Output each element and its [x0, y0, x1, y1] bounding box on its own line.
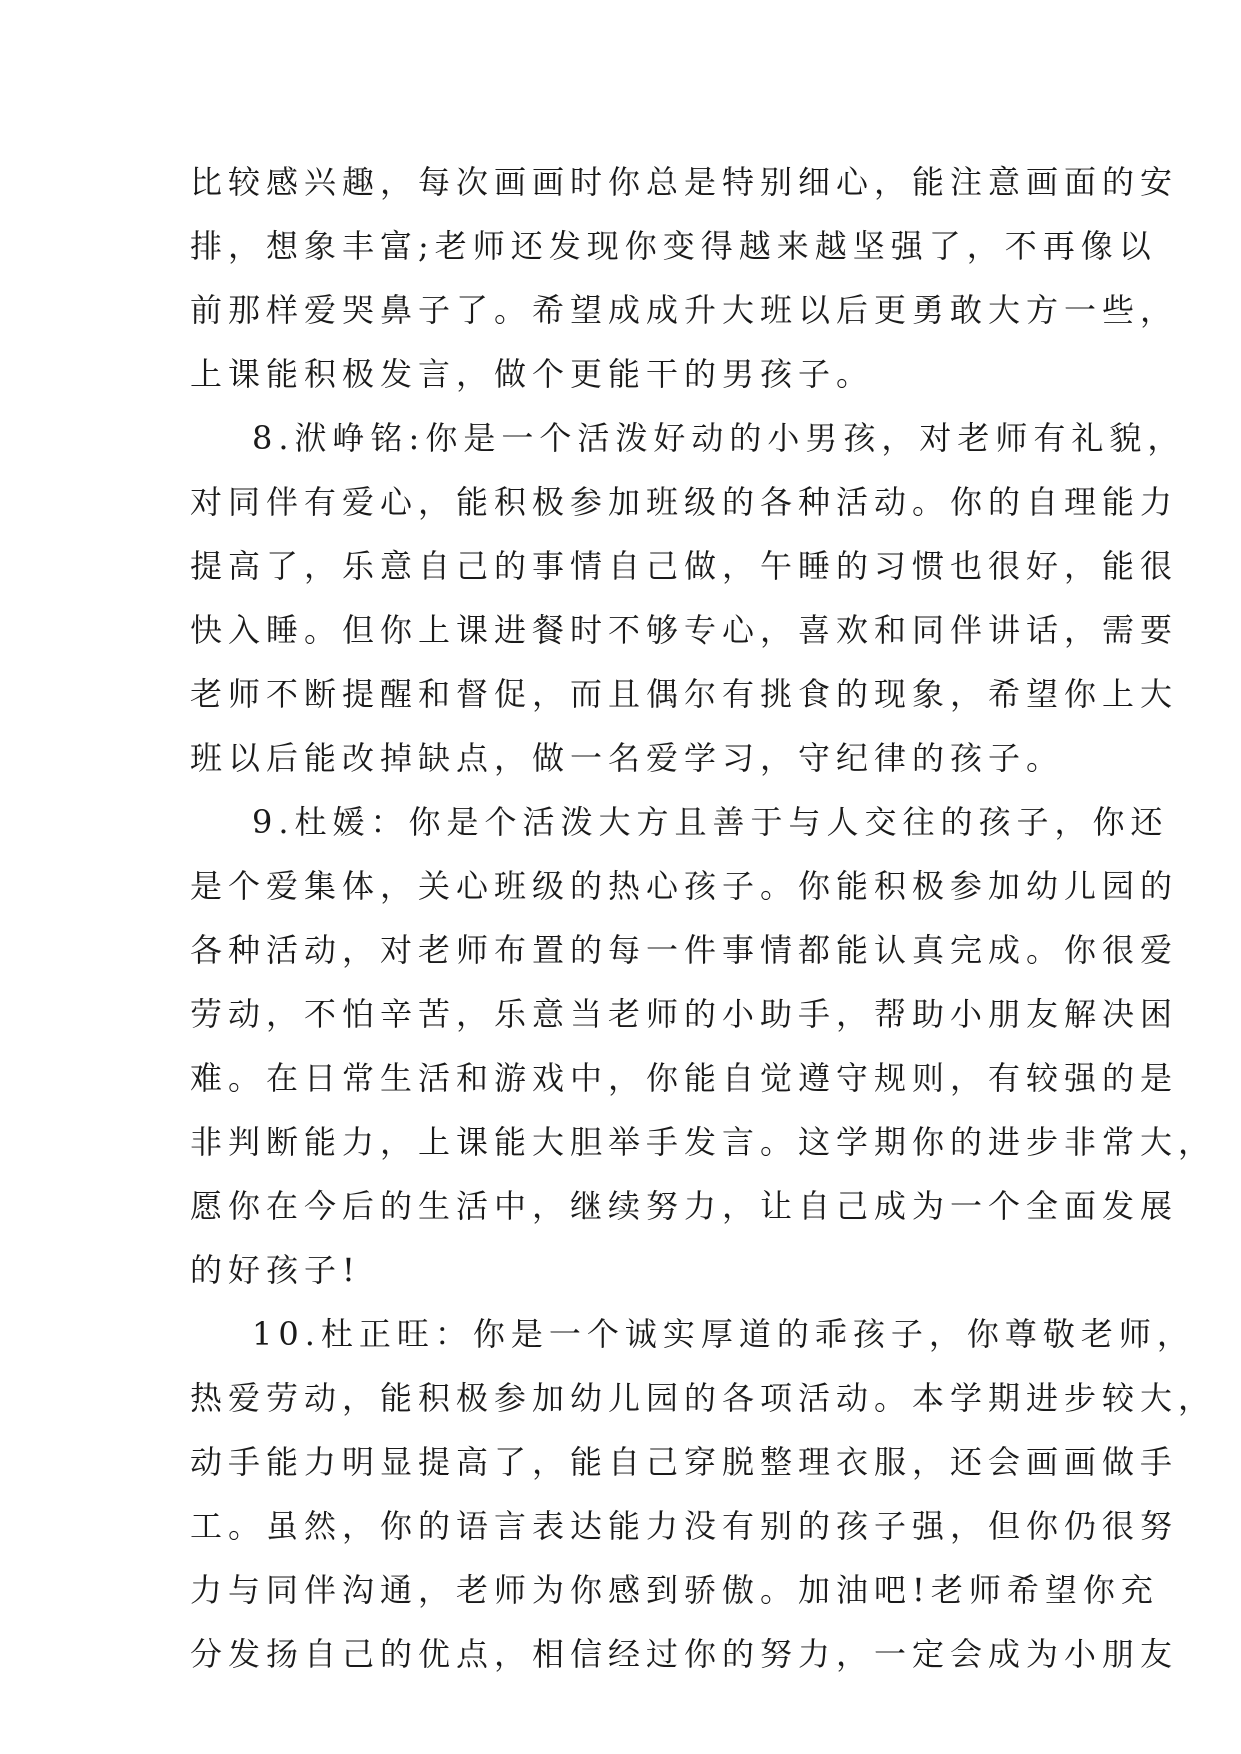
text-line: 愿你在今后的生活中，继续努力，让自己成为一个全面发展: [190, 1187, 1179, 1225]
text-line: 班以后能改掉缺点，做一名爱学习，守纪律的孩子。: [190, 739, 1065, 777]
text-line: 非判断能力，上课能大胆举手发言。这学期你的进步非常大，: [190, 1123, 1217, 1161]
document-body: [190, 150, 1217, 1686]
text-line: 前那样爱哭鼻子了。希望成成升大班以后更勇敢大方一些，: [190, 291, 1179, 329]
text-line: 各种活动，对老师布置的每一件事情都能认真完成。你很爱: [190, 931, 1179, 969]
text-line: 排，想象丰富;老师还发现你变得越来越坚强了，不再像以: [190, 227, 1157, 265]
paragraph-first-line: 10.杜正旺：你是一个诚实厚道的乖孩子，你尊敬老师，: [252, 1315, 1195, 1353]
text-line: 对同伴有爱心，能积极参加班级的各种活动。你的自理能力: [190, 483, 1179, 521]
text-line: 动手能力明显提高了，能自己穿脱整理衣服，还会画画做手: [190, 1443, 1179, 1481]
text-line: 上课能积极发言，做个更能干的男孩子。: [190, 355, 875, 393]
text-line: 热爱劳动，能积极参加幼儿园的各项活动。本学期进步较大，: [190, 1379, 1217, 1417]
text-line: 提高了，乐意自己的事情自己做，午睡的习惯也很好，能很: [190, 547, 1179, 585]
text-line: 的好孩子!: [190, 1251, 361, 1289]
text-line: 比较感兴趣，每次画画时你总是特别细心，能注意画面的安: [190, 163, 1179, 201]
text-line: 是个爱集体，关心班级的热心孩子。你能积极参加幼儿园的: [190, 867, 1179, 905]
text-line: 力与同伴沟通，老师为你感到骄傲。加油吧!老师希望你充: [190, 1571, 1159, 1609]
text-line: 老师不断提醒和督促，而且偶尔有挑食的现象，希望你上大: [190, 675, 1179, 713]
text-line: 快入睡。但你上课进餐时不够专心，喜欢和同伴讲话，需要: [190, 611, 1179, 649]
text-line: 劳动，不怕辛苦，乐意当老师的小助手，帮助小朋友解决困: [190, 995, 1179, 1033]
text-line: 工。虽然，你的语言表达能力没有别的孩子强，但你仍很努: [190, 1507, 1179, 1545]
text-line: 分发扬自己的优点，相信经过你的努力，一定会成为小朋友: [190, 1635, 1179, 1673]
paragraph-first-line: 8.洑峥铭:你是一个活泼好动的小男孩，对老师有礼貌，: [252, 419, 1186, 457]
text-line: 难。在日常生活和游戏中，你能自觉遵守规则，有较强的是: [190, 1059, 1179, 1097]
paragraph-first-line: 9.杜媛：你是个活泼大方且善于与人交往的孩子，你还: [252, 803, 1169, 841]
